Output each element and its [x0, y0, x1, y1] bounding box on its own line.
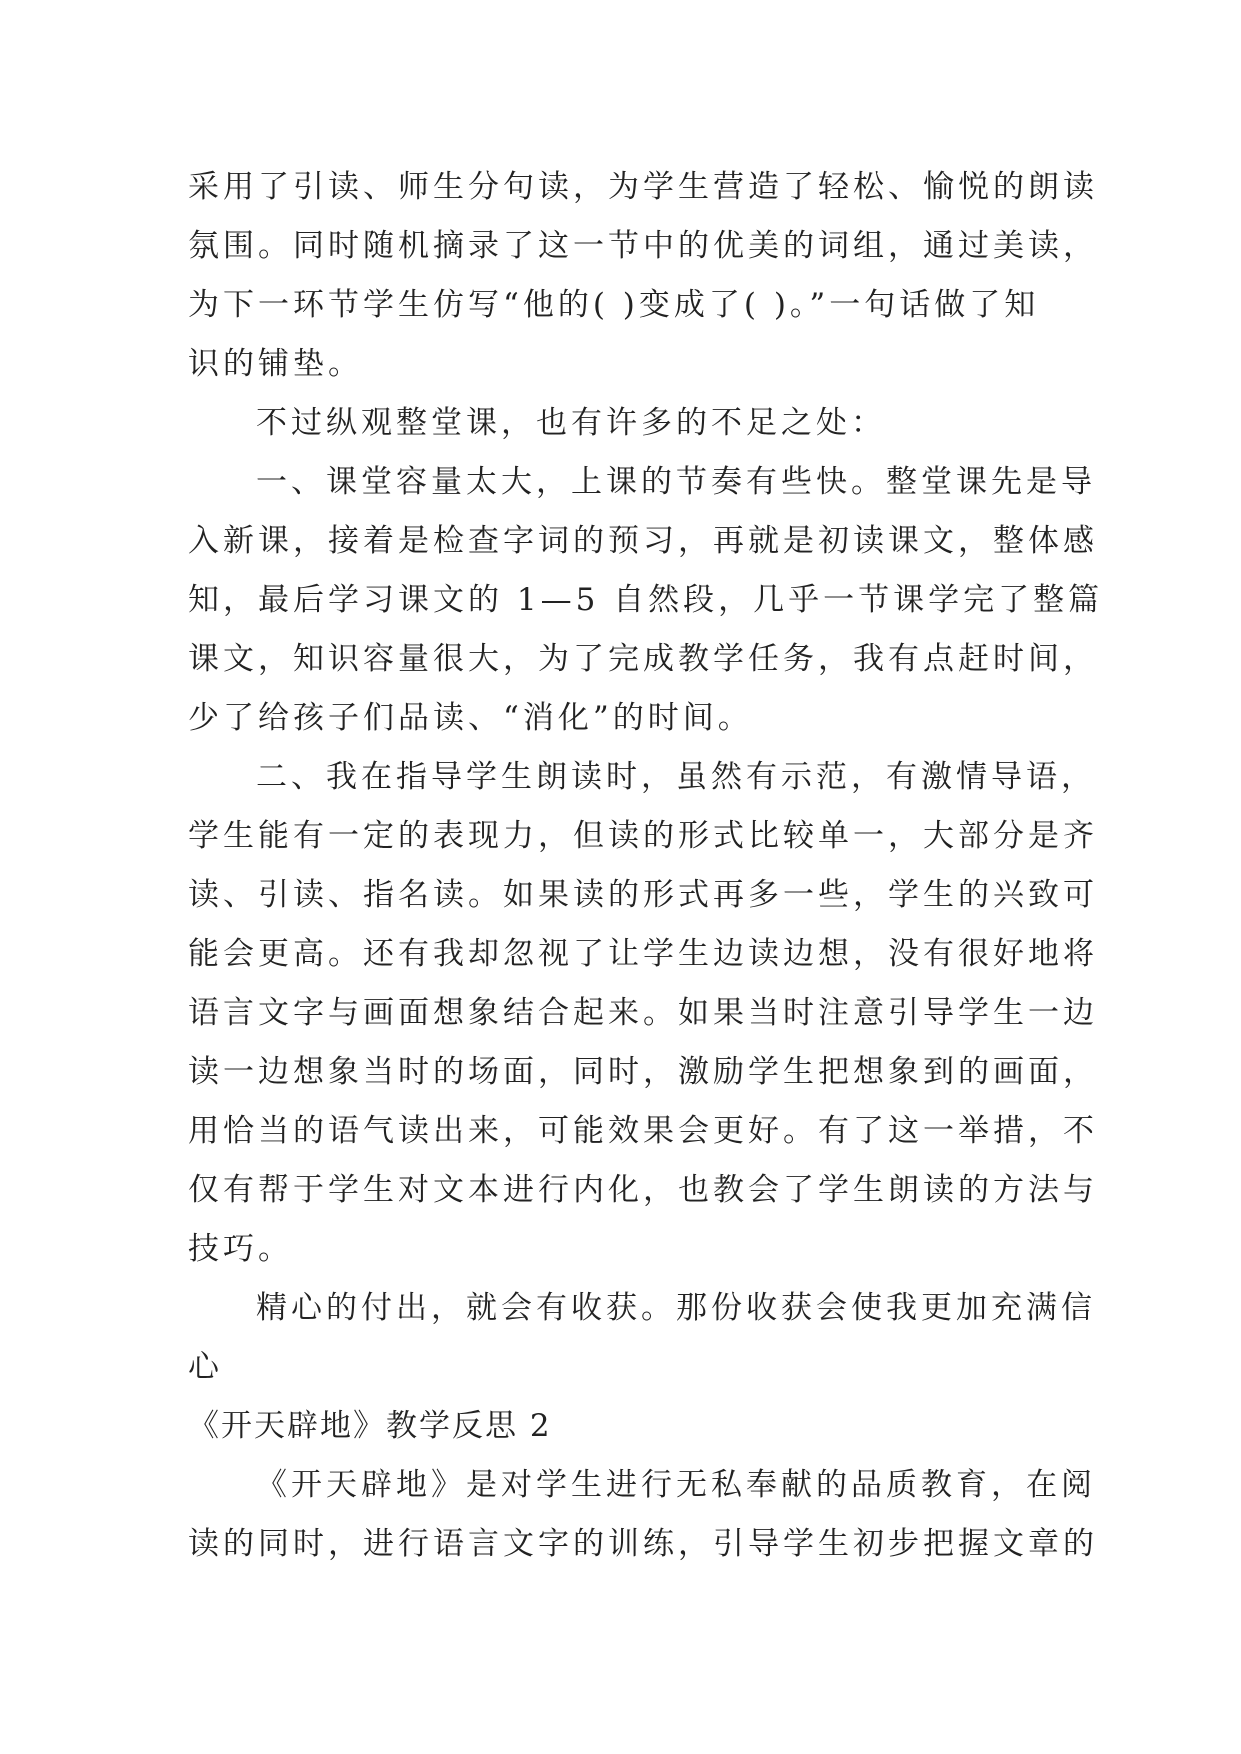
text-line: 心	[188, 1349, 223, 1385]
document-body	[188, 158, 1104, 1574]
text-line: 读、引读、指名读。如果读的形式再多一些，学生的兴致可	[188, 877, 1098, 913]
text-line: 入新课，接着是检查字词的预习，再就是初读课文，整体感	[188, 523, 1098, 559]
text-line: 学生能有一定的表现力，但读的形式比较单一，大部分是齐	[188, 818, 1098, 854]
text-line: 知，最后学习课文的 1—5 自然段，几乎一节课学完了整篇	[188, 582, 1104, 618]
text-line: 课文，知识容量很大，为了完成教学任务，我有点赶时间，	[188, 641, 1098, 677]
text-line: 采用了引读、师生分句读，为学生营造了轻松、愉悦的朗读	[188, 169, 1098, 205]
text-line: 能会更高。还有我却忽视了让学生边读边想，没有很好地将	[188, 936, 1098, 972]
section-heading: 《开天辟地》教学反思 2	[188, 1408, 552, 1444]
text-line: 技巧。	[188, 1231, 293, 1267]
text-line: 读一边想象当时的场面，同时，激励学生把想象到的画面，	[188, 1054, 1098, 1090]
text-line: 为下一环节学生仿写“他的( )变成了( )。”一句话做了知	[188, 287, 1040, 323]
text-line: 语言文字与画面想象结合起来。如果当时注意引导学生一边	[188, 995, 1098, 1031]
text-line: 读的同时，进行语言文字的训练，引导学生初步把握文章的	[188, 1526, 1098, 1562]
text-line: 《开天辟地》是对学生进行无私奉献的品质教育，在阅	[256, 1467, 1096, 1503]
text-line: 少了给孩子们品读、“消化”的时间。	[188, 700, 753, 736]
text-line: 用恰当的语气读出来，可能效果会更好。有了这一举措，不	[188, 1113, 1098, 1149]
text-line: 二、我在指导学生朗读时，虽然有示范，有激情导语，	[256, 759, 1096, 795]
text-line: 不过纵观整堂课，也有许多的不足之处：	[256, 405, 886, 441]
text-line: 仅有帮于学生对文本进行内化，也教会了学生朗读的方法与	[188, 1172, 1098, 1208]
text-line: 一、课堂容量太大，上课的节奏有些快。整堂课先是导	[256, 464, 1096, 500]
text-line: 氛围。同时随机摘录了这一节中的优美的词组，通过美读，	[188, 228, 1098, 264]
text-line: 精心的付出，就会有收获。那份收获会使我更加充满信	[256, 1290, 1096, 1326]
text-line: 识的铺垫。	[188, 346, 363, 382]
